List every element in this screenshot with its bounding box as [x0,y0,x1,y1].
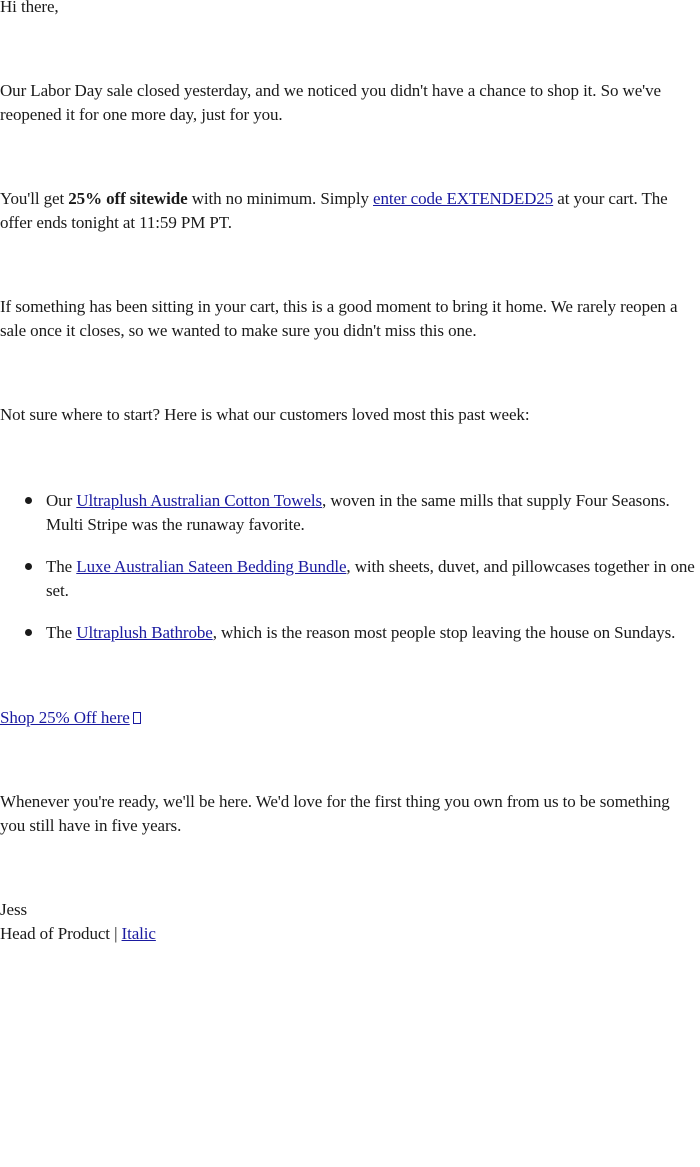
offer-suffix: at your cart. The offer ends tonight at 11:59 PM PT. [0,189,668,232]
list-intro: Not sure where to start? Here is what our customers loved most this past week: [0,405,530,424]
product-description: , which is the reason most people stop leaving the house on Sundays. [212,623,676,642]
offer-paragraph [0,187,690,235]
intro-paragraph: Our Labor Day sale closed yesterday, and we noticed you didn't have a chance to shop it. So we've reopened it for one more day, just for you. [0,81,661,124]
offer-prefix: You'll get [0,189,69,208]
product-link-bathrobe[interactable]: Ultraplush Bathrobe [76,623,213,642]
product-description: , woven in the same mills that supply Four Seasons. Multi Stripe was the runaway favorite. [46,491,670,534]
list-item [46,621,700,645]
product-description: , with sheets, duvet, and pillowcases together in one set. [46,557,695,600]
cart-note-paragraph: If something has been sitting in your cart, this is a good moment to bring it home. We rarely reopen a sale once it closes, so we wanted to make sure you didn't miss this one. [0,297,678,340]
signature [0,898,690,946]
greeting: Hi there, [0,0,59,16]
shop-cta [0,706,690,730]
discount-highlight: 25% off sitewide [68,189,188,208]
company-link[interactable]: Italic [121,924,156,943]
missing-glyph-icon [133,712,141,724]
shop-link[interactable] [0,708,141,727]
product-prefix: Our [46,491,77,510]
signature-title: Head of Product | [0,924,122,943]
closing-paragraph: Whenever you're ready, we'll be here. We'd love for the first thing you own from us to be something you still have in five years. [0,792,670,835]
promo-code-link[interactable]: enter code EXTENDED25 [373,189,554,208]
offer-middle: with no minimum. Simply [187,189,374,208]
shop-link-label: Shop 25% Off here [0,708,130,727]
signature-name: Jess [0,900,27,919]
list-item [46,555,700,621]
product-prefix: The [46,623,77,642]
product-link-bedding[interactable]: Luxe Australian Sateen Bedding Bundle [76,557,347,576]
product-prefix: The [46,557,77,576]
product-link-towels[interactable]: Ultraplush Australian Cotton Towels [76,491,323,510]
product-list [0,489,700,645]
list-item [46,489,700,555]
